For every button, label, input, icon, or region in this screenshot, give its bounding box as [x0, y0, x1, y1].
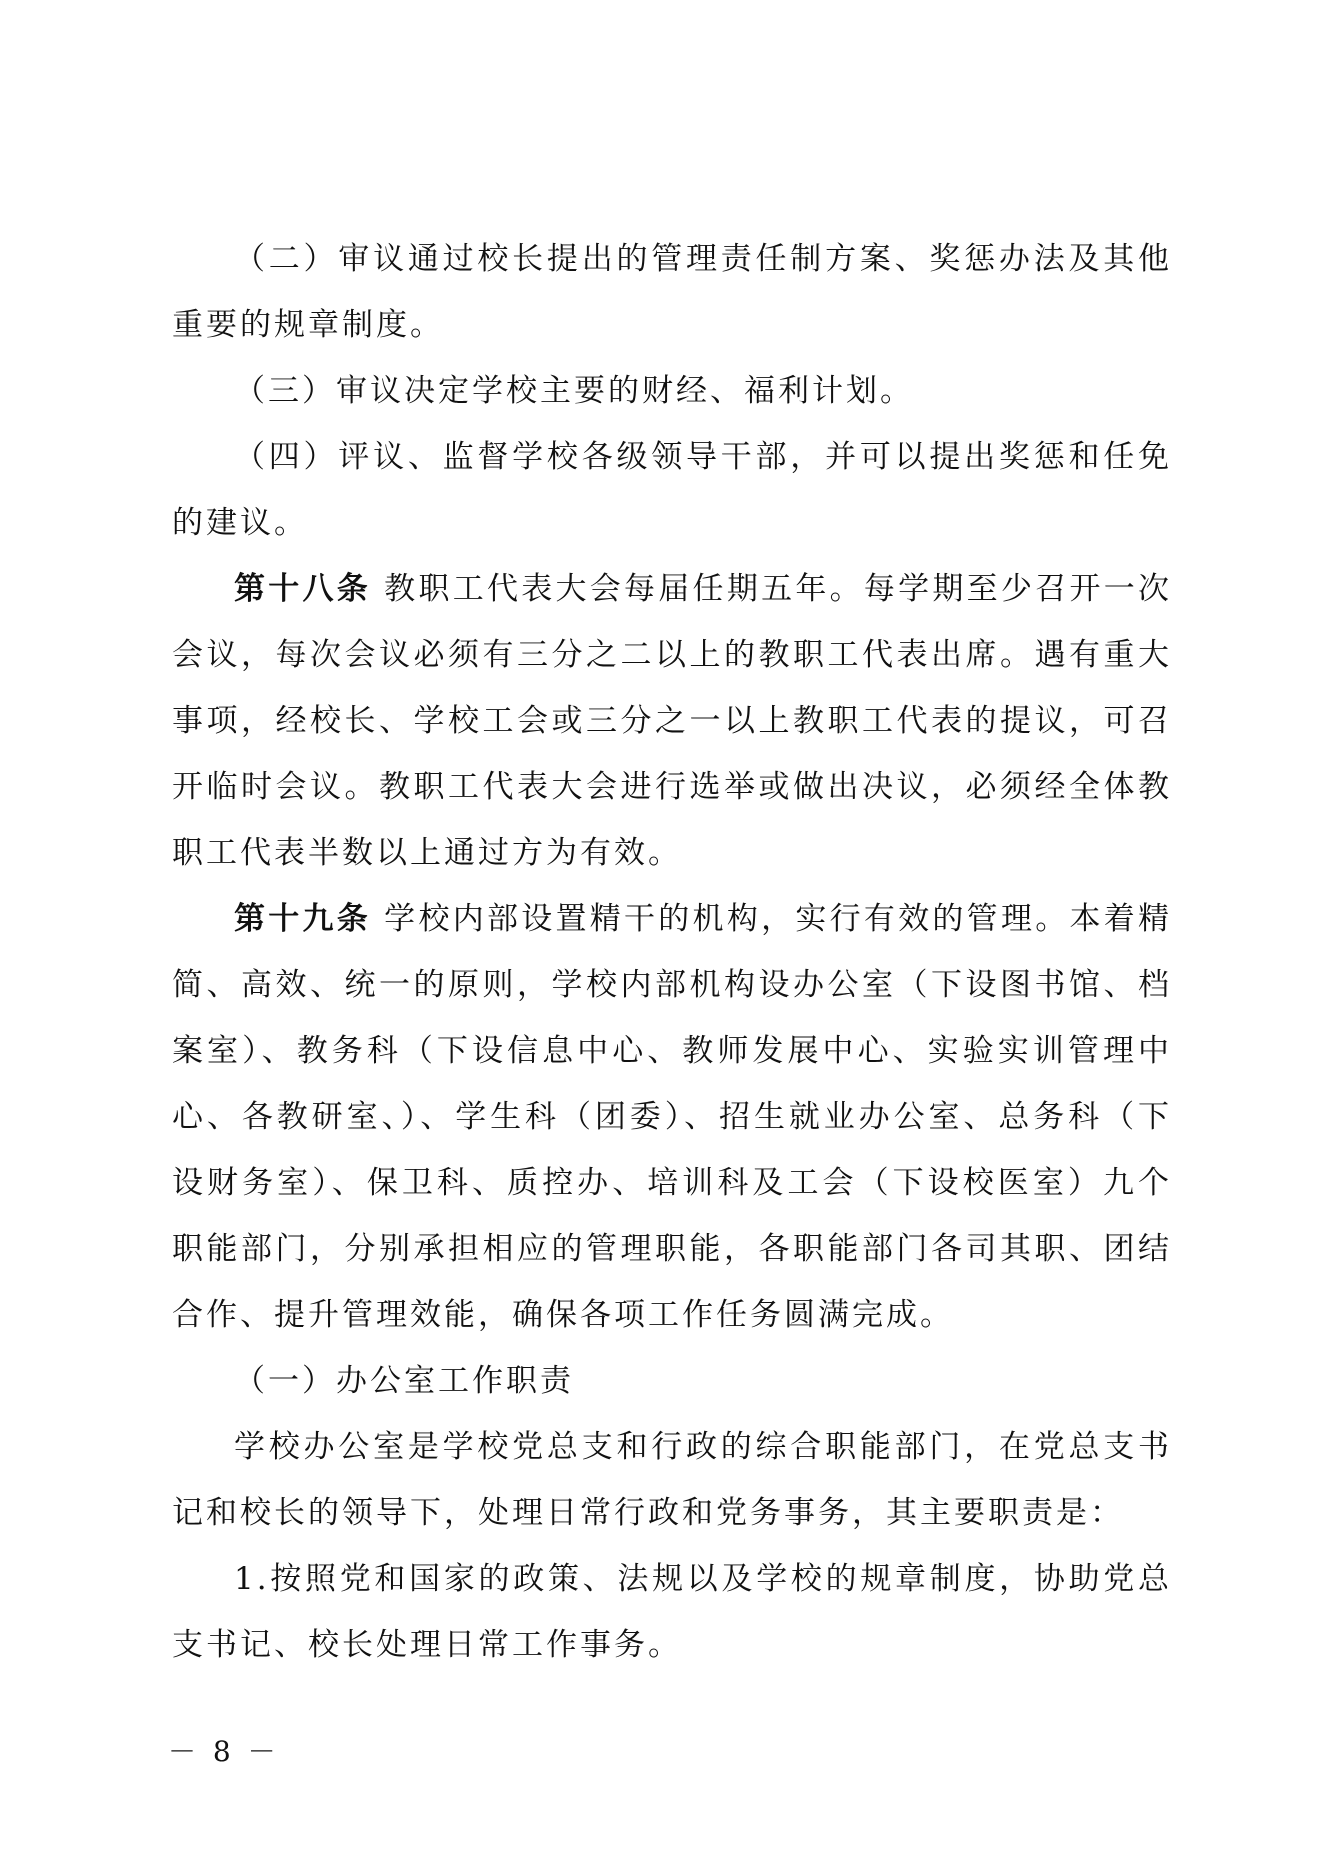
article-text: 教职工代表大会每届任期五年。每学期至少召开一次会议，每次会议必须有三分之二以上的教职工代表出席。遇有重大事项，经校长、学校工会或三分之一以上教职工代表的提议，可召开临时会议。教职工代表大会进行选举或做出决议，必须经全体教职工代表半数以上通过方为有效。: [172, 571, 1172, 871]
paragraph-text: （四）评议、监督学校各级领导干部，并可以提出奖惩和任免的建议。: [172, 439, 1172, 541]
duty-item-1: [172, 1546, 1172, 1678]
paragraph-item-4: [172, 424, 1172, 556]
paragraph-item-2: [172, 226, 1172, 358]
document-body: [172, 226, 1172, 1678]
paragraph-text: 学校办公室是学校党总支和行政的综合职能部门，在党总支书记和校长的领导下，处理日常行政和党务事务，其主要职责是：: [172, 1429, 1172, 1531]
article-text: 学校内部设置精干的机构，实行有效的管理。本着精简、高效、统一的原则，学校内部机构设办公室（下设图书馆、档案室）、教务科（下设信息中心、教师发展中心、实验实训管理中心、各教研室、）、学生科（团委）、招生就业办公室、总务科（下设财务室）、保卫科、质控办、培训科及工会（下设校医室）九个职能部门，分别承担相应的管理职能，各职能部门各司其职、团结合作、提升管理效能，确保各项工作任务圆满完成。: [172, 901, 1172, 1333]
section-heading-office-duties: [172, 1348, 1172, 1414]
article-19: [172, 886, 1172, 1348]
paragraph-text: （三）审议决定学校主要的财经、福利计划。: [234, 373, 914, 409]
article-heading: 第十九条: [234, 901, 372, 937]
section-heading-text: （一）办公室工作职责: [234, 1363, 574, 1399]
article-heading: 第十八条: [234, 571, 372, 607]
paragraph-text: （二）审议通过校长提出的管理责任制方案、奖惩办法及其他重要的规章制度。: [172, 241, 1172, 343]
office-intro-paragraph: [172, 1414, 1172, 1546]
paragraph-text: 1.按照党和国家的政策、法规以及学校的规章制度，协助党总支书记、校长处理日常工作事务。: [172, 1561, 1172, 1663]
article-18: [172, 556, 1172, 886]
page-number: － 8 －: [168, 1735, 280, 1768]
paragraph-item-3: [172, 358, 1172, 424]
